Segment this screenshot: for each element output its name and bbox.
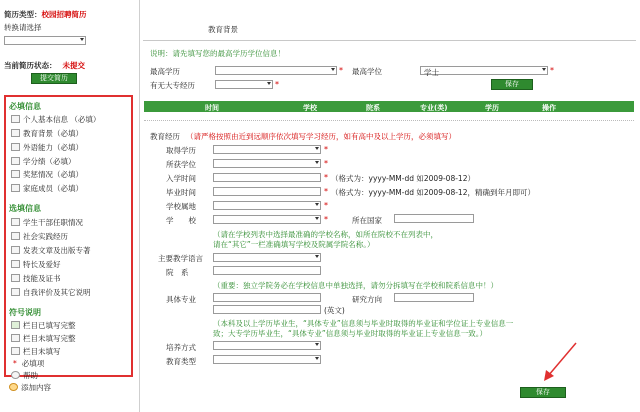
table-header-major: 专业(类) (420, 104, 448, 112)
page-title: 教育背景 (208, 25, 238, 34)
school-label: 学 校 (166, 216, 196, 225)
required-star-icon: * (550, 66, 554, 75)
school-note-2: 请在“其它”一栏准确填写学校及院属学院名称。） (213, 240, 375, 249)
dropdown-arrow-icon (315, 217, 319, 220)
no-college-select[interactable] (215, 80, 273, 89)
major-label: 具体专业 (166, 295, 196, 304)
department-note: （重要：独立学院务必在学校信息中单独选择，请勿分拆填写在学校和院系信息中！） (213, 281, 498, 290)
legend-required: * 必填项 (13, 359, 45, 368)
instruction-text: 说明：请先填写您的最高学历学位信息！ (150, 49, 285, 58)
sidebar-item-family[interactable]: 家庭成员（必填） (11, 183, 83, 194)
required-star-icon: * (324, 201, 328, 210)
status-label: 当前简历状态： 未提交 (4, 61, 85, 70)
checkbox-icon (11, 184, 20, 192)
teaching-language-select[interactable] (213, 253, 321, 262)
checkbox-icon (11, 218, 20, 226)
degree-select[interactable] (213, 159, 321, 168)
major-input[interactable] (213, 293, 321, 302)
major-note-2: 致；大专学历毕业生，“具体专业”信息须与毕业时取得的毕业证上专业信息一致。） (213, 329, 488, 338)
optional-section-title: 选填信息 (9, 204, 41, 213)
department-input[interactable] (213, 266, 321, 275)
dropdown-arrow-icon (80, 38, 84, 41)
entry-time-format: （格式为：yyyy-MM-dd 如2009-08-12） (331, 174, 475, 183)
required-star-icon: * (324, 215, 328, 224)
resume-type-label: 简历类型：校园招聘简历 (4, 10, 87, 19)
legend-complete: 栏目已填写完整 (11, 320, 76, 331)
sidebar-divider (139, 0, 140, 412)
save-top-button[interactable]: 保存 (491, 79, 533, 90)
legend-add: 添加内容 (9, 382, 51, 393)
entry-time-input[interactable] (213, 173, 321, 182)
training-mode-label: 培养方式 (166, 343, 196, 352)
required-section-title: 必填信息 (9, 102, 41, 111)
school-select[interactable] (213, 215, 321, 224)
grad-time-label: 毕业时间 (166, 188, 196, 197)
table-header-time: 时间 (205, 104, 219, 112)
required-star-icon: * (324, 173, 328, 182)
education-type-label: 教育类型 (166, 357, 196, 366)
dropdown-arrow-icon (315, 161, 319, 164)
highest-degree-label: 最高学位 (352, 67, 382, 76)
teaching-language-label: 主要教学语言 (158, 254, 203, 263)
check-icon (11, 321, 20, 329)
sidebar-item-student-leader[interactable]: 学生干部任职情况 (11, 217, 83, 228)
checkbox-icon (11, 157, 20, 165)
dropdown-arrow-icon (542, 68, 546, 71)
required-star-icon: * (275, 80, 279, 89)
training-mode-select[interactable] (213, 341, 321, 350)
sidebar-item-education[interactable]: 教育背景（必填） (11, 128, 83, 139)
dropdown-arrow-icon (315, 343, 319, 346)
checkbox-icon (11, 288, 20, 296)
help-icon (11, 371, 20, 379)
sidebar-item-basic-info[interactable]: 个人基本信息 （必填） (11, 114, 100, 125)
major-english-input[interactable] (213, 305, 321, 314)
required-star-icon: * (324, 187, 328, 196)
no-college-label: 有无大专经历 (150, 81, 195, 90)
checkbox-icon (11, 115, 20, 123)
convert-label: 转换请选择 (4, 23, 42, 32)
checkbox-icon (11, 170, 20, 178)
table-header-action: 操作 (542, 104, 556, 112)
school-note-1: （请在学校列表中选择最准确的学校名称，如所在院校不在列表中， (213, 230, 438, 239)
required-star-icon: * (339, 66, 343, 75)
country-label: 所在国家 (352, 216, 382, 225)
required-star-icon: * (324, 159, 328, 168)
dropdown-arrow-icon (267, 82, 271, 85)
checkbox-icon (11, 129, 20, 137)
table-header-degree: 学历 (485, 104, 499, 112)
dropdown-arrow-icon (315, 203, 319, 206)
degree-label: 所获学位 (166, 160, 196, 169)
submit-resume-button[interactable]: 提交简历 (31, 73, 77, 84)
research-label: 研究方向 (352, 295, 382, 304)
school-location-select[interactable] (213, 201, 321, 210)
dropdown-arrow-icon (331, 68, 335, 71)
legend-section-title: 符号说明 (9, 308, 41, 317)
checkbox-icon (11, 347, 20, 355)
highest-education-select[interactable] (215, 66, 337, 75)
sidebar-item-publications[interactable]: 发表文章及出版专著 (11, 245, 91, 256)
checkbox-icon (11, 143, 20, 151)
table-header-department: 院系 (366, 104, 380, 112)
edu-experience-note: （请严格按照由近到远顺序依次填写学习经历，如有高中及以上学历，必须填写） (186, 132, 456, 141)
sidebar-item-awards[interactable]: 奖惩情况（必填） (11, 169, 83, 180)
english-label: (英文) (324, 306, 345, 315)
department-label: 院 系 (166, 268, 189, 277)
sidebar-item-hobbies[interactable]: 特长及爱好 (11, 259, 61, 270)
legend-help: 帮助 (11, 370, 38, 381)
country-input[interactable] (394, 214, 474, 223)
required-star-icon: * (13, 359, 17, 368)
checkbox-icon (11, 274, 20, 282)
sidebar-item-self-eval[interactable]: 自我评价及其它说明 (11, 287, 91, 298)
arrow-annotation-icon (540, 340, 580, 385)
highest-education-label: 最高学历 (150, 67, 180, 76)
checkbox-icon (11, 246, 20, 254)
dropdown-arrow-icon (315, 255, 319, 258)
sidebar-item-language[interactable]: 外语能力（必填） (11, 142, 83, 153)
sidebar-item-gpa[interactable]: 学分绩（必填） (11, 156, 76, 167)
grad-time-format: （格式为：yyyy-MM-dd 如2009-08-12，精确到年月即可） (331, 188, 535, 197)
education-label: 取得学历 (166, 146, 196, 155)
save-bottom-button[interactable]: 保存 (520, 387, 566, 398)
title-divider (143, 40, 636, 41)
legend-incomplete: 栏目未填写完整 (11, 333, 76, 344)
major-note-1: （本科及以上学历毕业生，“具体专业”信息须与毕业时取得的毕业证和学位证上专业信息一 (213, 319, 514, 328)
checkbox-icon (11, 232, 20, 240)
highest-degree-value: 学士 (424, 68, 439, 77)
checkbox-icon (11, 334, 20, 342)
education-type-select[interactable] (213, 355, 321, 364)
table-empty-row (144, 112, 634, 121)
education-select[interactable] (213, 145, 321, 154)
legend-empty: 栏目未填写 (11, 346, 61, 357)
sidebar-item-skills[interactable]: 技能及证书 (11, 273, 61, 284)
resume-type-select[interactable] (4, 36, 86, 45)
edu-experience-label: 教育经历 (150, 132, 180, 141)
dropdown-arrow-icon (315, 357, 319, 360)
sidebar-item-social-practice[interactable]: 社会实践经历 (11, 231, 68, 242)
table-header-school: 学校 (303, 104, 317, 112)
research-input[interactable] (394, 293, 474, 302)
entry-time-label: 入学时间 (166, 174, 196, 183)
highest-degree-select[interactable] (420, 66, 548, 75)
dropdown-arrow-icon (315, 147, 319, 150)
checkbox-icon (11, 260, 20, 268)
add-icon (9, 383, 18, 391)
required-star-icon: * (324, 145, 328, 154)
grad-time-input[interactable] (213, 187, 321, 196)
school-location-label: 学校属地 (166, 202, 196, 211)
